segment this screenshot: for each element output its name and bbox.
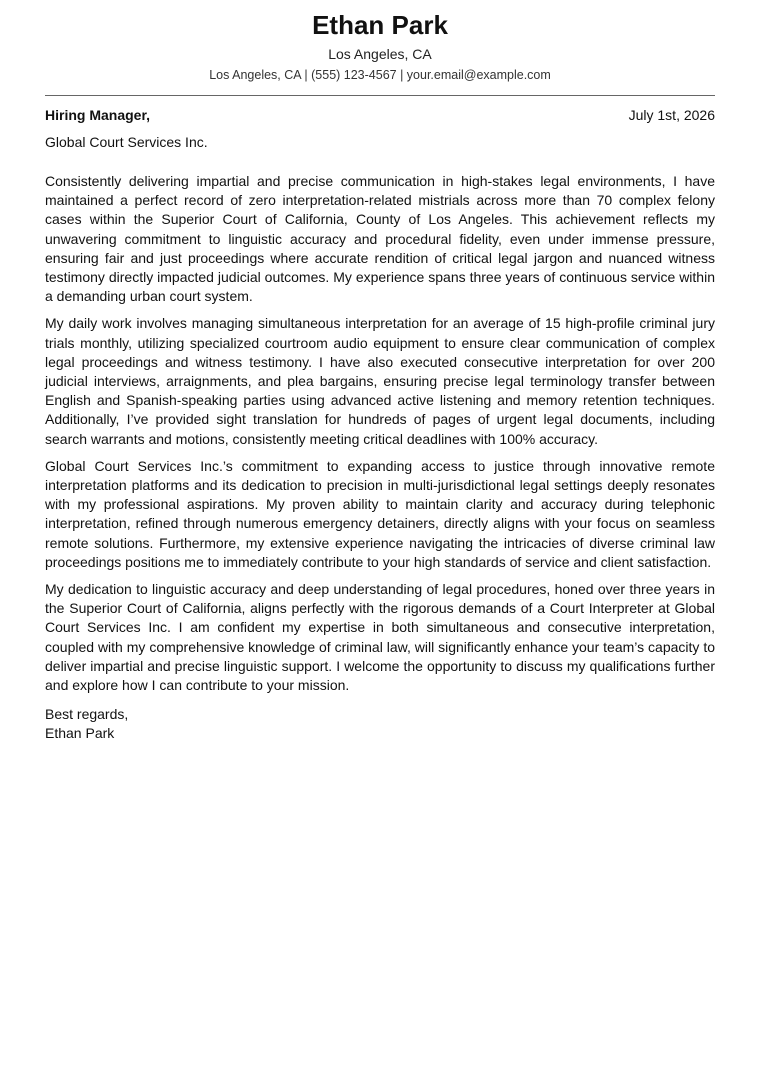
signature-name: Ethan Park [45,725,115,742]
company-name: Global Court Services Inc. [45,134,208,150]
closing-phrase: Best regards, [45,706,129,723]
letter-date: July 1st, 2026 [628,107,715,123]
letter-body [45,172,715,695]
body-paragraph-4: My dedication to linguistic accuracy and deep understanding of legal procedures, honed over three years in the Superior Court of California, aligns perfectly with the rigorous demands of a Court Interpreter at Global Court Services Inc. I am confident my expertise in both simultaneous and consecutive interpretation, coupled with my comprehensive knowledge of criminal law, will significantly enhance your team’s capacity to deliver impartial and precise linguistic support. I welcome the opportunity to discuss my qualifications further and explore how I can contribute to your mission. [45,581,715,694]
letter-closing [45,705,715,743]
header-divider [45,95,715,96]
body-paragraph-1: Consistently delivering impartial and precise communication in high-stakes legal environments, I have maintained a perfect record of zero interpretation-related mistrials across more than 70 complex felony cases within the Superior Court of California, County of Los Angeles. This achievement reflects my unwavering commitment to linguistic accuracy and procedural fidelity, even under immense pressure, ensuring fair and just proceedings where accurate rendition of critical legal jargon and nuanced witness testimony directly impacted judicial outcomes. My experience spans three years of continuous service within a demanding urban court system. [45,173,715,305]
body-paragraph-2: My daily work involves managing simultaneous interpretation for an average of 15 high-profile criminal jury trials monthly, utilizing specialized courtroom audio equipment to ensure clear communication of complex legal proceedings and witness testimony. I have also executed consecutive interpretation for over 200 judicial interviews, arraignments, and plea bargains, ensuring precise legal terminology transfer between English and Spanish-speaking parties using advanced active listening and memory retention techniques. Additionally, I’ve provided sight translation for hundreds of pages of urgent legal documents, including search warrants and motions, consistently meeting critical deadlines with 100% accuracy. [45,315,715,447]
recipient-date-row [45,106,715,125]
applicant-location: Los Angeles, CA [328,46,432,62]
body-paragraph-3: Global Court Services Inc.’s commitment to expanding access to justice through innovative remote interpretation platforms and its dedication to precision in multi-jurisdictional legal settings deeply resonates with my professional aspirations. My proven ability to maintain clarity and accuracy during telephonic interpretation, refined through numerous emergency detainers, directly aligns with your focus on seamless remote solutions. Furthermore, my extensive experience navigating the intricacies of diverse criminal law proceedings positions me to immediately contribute to your high standards of service and client satisfaction. [45,457,715,570]
recipient-salutation: Hiring Manager, [45,107,151,123]
contact-line: Los Angeles, CA | (555) 123-4567 | your.email@example.com [209,68,551,82]
letter-header [45,0,715,83]
applicant-name: Ethan Park [312,10,448,40]
